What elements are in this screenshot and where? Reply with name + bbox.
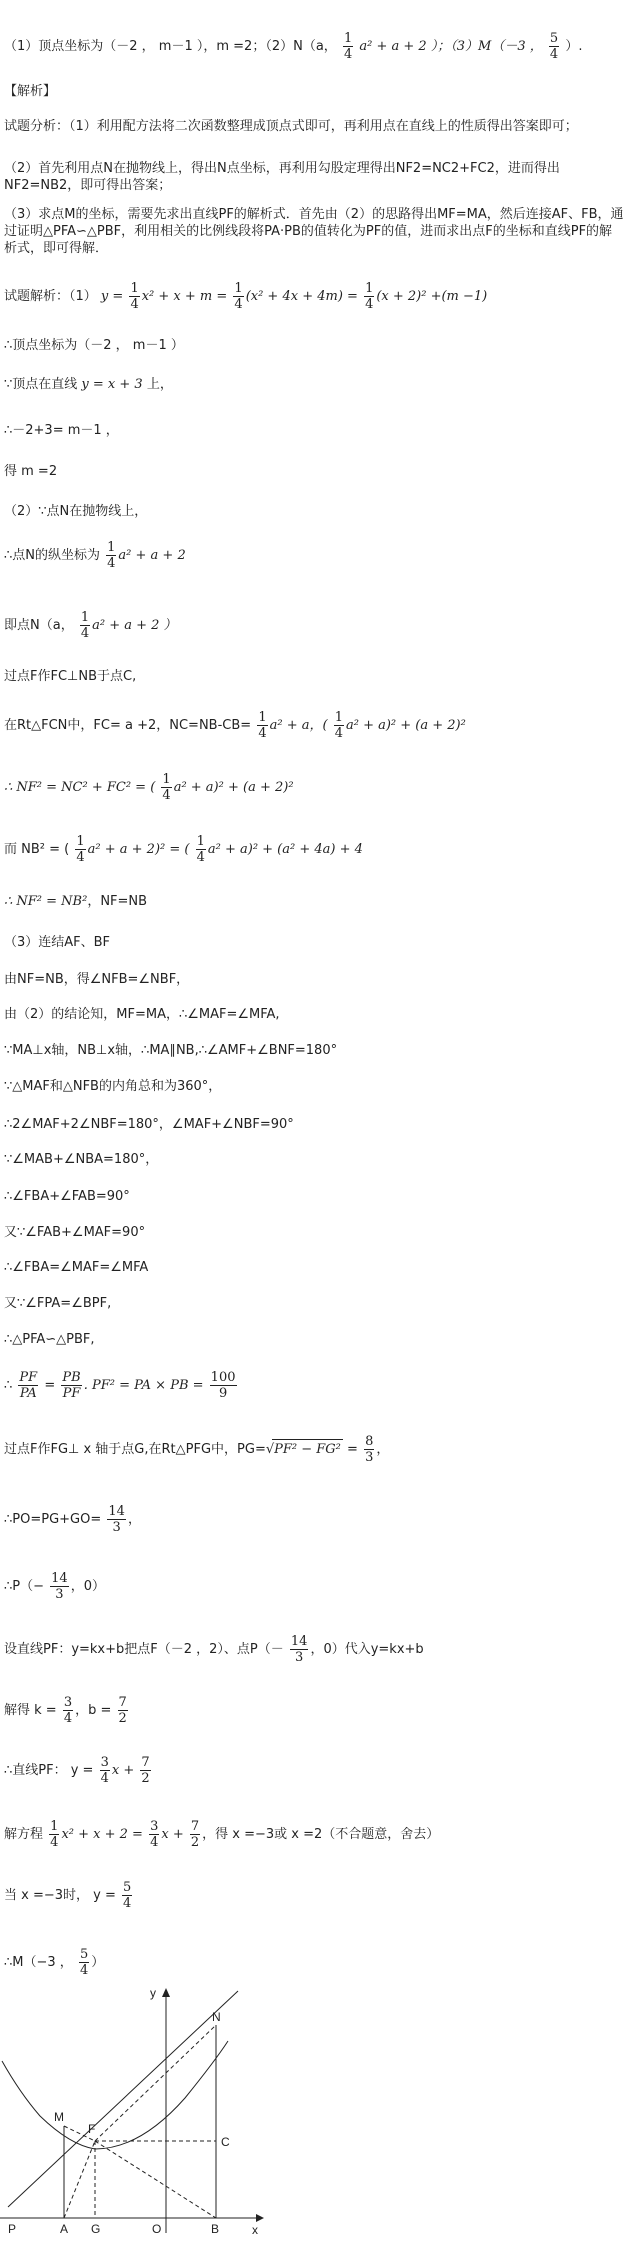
solution-32: ∴直线PF： y = $\frac{3}{4}$ x + $\frac{7}{2}$ <box>4 1755 150 1786</box>
solution-2: ∴顶点坐标为（－2 ， m－1 ） <box>4 338 184 353</box>
label-p: P <box>8 2222 17 2236</box>
solution-26: ∴ $\frac{PF}{PA}$ = $\frac{PB}{PF}$ . PF² = PA × PB = $\frac{100}{9}$ <box>4 1370 236 1401</box>
solution-10: 在Rt△FCN中，FC= a +2，NC=NB-CB= $\frac{1}{4}$ a² + a，( $\frac{1}{4}$ a² + a)² + (a + 2)² <box>4 710 466 741</box>
solution-14: （3）连结AF、BF <box>4 935 111 950</box>
solution-33: 解方程 $\frac{1}{4}$ x² + x + 2 = $\frac{3}{4}$ x + $\frac{7}{2}$ ，得 x =−3或 x =2（不合题意，舍去） <box>4 1819 440 1850</box>
solution-6: （2）∵点N在抛物线上， <box>4 504 148 519</box>
answer-part-2: a² + a + 2 ）；（3）M（－3 ， <box>359 39 543 54</box>
solution-25: ∴△PFA∽△PBF, <box>4 1332 95 1347</box>
solution-17: ∵MA⊥x轴，NB⊥x轴，∴MA∥NB,∴∠AMF+∠BNF=180° <box>4 1043 338 1058</box>
fraction-3-4: $\frac{3}{4}$ <box>63 1695 73 1726</box>
solution-4: ∴－2+3= m－1 ， <box>4 423 119 438</box>
solution-29: ∴P（− $\frac{14}{3}$ ，0） <box>4 1571 105 1602</box>
solution-20: ∵∠MAB+∠NBA=180°， <box>4 1152 159 1167</box>
fraction-1-4: $\frac{1}{4}$ <box>196 834 205 865</box>
solution-7: ∴点N的纵坐标为 $\frac{1}{4}$ a² + a + 2 <box>4 540 186 571</box>
solution-5: 得 m =2 <box>4 464 58 479</box>
fraction-1-4: $\frac{1}{4}$ <box>258 710 267 741</box>
analysis-2: （2）首先利用点N在抛物线上，得出N点坐标，再利用勾股定理得出NF2=NC2+FC2，进而得出NF2=NB2，即可得出答案； <box>4 161 560 193</box>
label-n: N <box>212 2010 221 2024</box>
fraction-14-3: $\frac{14}{3}$ <box>51 1571 68 1602</box>
fraction-1-4: $\frac{1}{4}$ <box>343 31 353 62</box>
segment-fn <box>95 2025 216 2141</box>
label-a: A <box>60 2222 69 2236</box>
solution-35: ∴M（−3 ， $\frac{5}{4}$ ） <box>4 1947 105 1978</box>
answer-line <box>4 31 624 62</box>
fraction-100-9: $\frac{100}{9}$ <box>210 1370 236 1401</box>
fraction-1-4: $\frac{1}{4}$ <box>365 281 374 312</box>
fraction-7-2: $\frac{7}{2}$ <box>118 1695 127 1726</box>
solution-30: 设直线PF：y=kx+b把点F（－2 ，2）、点P（－ $\frac{14}{3}$ ，0）代入y=kx+b <box>4 1634 424 1665</box>
solution-1: 试题解析：（1） y = $\frac{1}{4}$ x² + x + m = $\frac{1}{4}$ (x² + 4x + 4m) = $\frac{1}{4}$ (x + 2)² +(m −1) <box>4 281 488 312</box>
label-f: F <box>88 2122 96 2136</box>
fraction-1-4: $\frac{1}{4}$ <box>334 710 343 741</box>
label-c: C <box>221 2135 230 2149</box>
geometry-diagram <box>0 1983 270 2245</box>
fraction-7-2: $\frac{7}{2}$ <box>141 1755 150 1786</box>
solution-16: 由（2）的结论知，MF=MA，∴∠MAF=∠MFA, <box>4 1007 280 1022</box>
fraction-pf-pa: $\frac{PF}{PA}$ <box>19 1370 38 1401</box>
solution-24: 又∵∠FPA=∠BPF, <box>4 1296 112 1311</box>
solution-27: 过点F作FG⊥ x 轴于点G,在Rt△PFG中，PG=√PF² − FG² = $\frac{8}{3}$ ， <box>4 1434 390 1465</box>
segment-af <box>64 2141 95 2218</box>
label-b: B <box>211 2222 220 2236</box>
solution-21: ∴∠FBA+∠FAB=90° <box>4 1189 130 1204</box>
fraction-3-4: $\frac{3}{4}$ <box>150 1819 159 1850</box>
answer-part-3: ）. <box>565 39 583 54</box>
solution-34: 当 x =−3时， y = $\frac{5}{4}$ <box>4 1880 132 1911</box>
fraction-7-2: $\frac{7}{2}$ <box>190 1819 200 1850</box>
fraction-1-4: $\frac{1}{4}$ <box>130 281 139 312</box>
fraction-1-4: $\frac{1}{4}$ <box>162 772 171 803</box>
label-m: M <box>54 2110 64 2124</box>
y-axis-arrow <box>162 1988 170 1997</box>
section-heading: 【解析】 <box>4 84 57 99</box>
label-x: x <box>252 2223 258 2237</box>
fraction-1-4: $\frac{1}{4}$ <box>50 1819 59 1850</box>
answer-part-1: （1）顶点坐标为（－2 ， m－1 ），m =2；（2）N（a， <box>4 39 337 54</box>
fraction-pb-pf: $\frac{PB}{PF}$ <box>62 1370 81 1401</box>
x-axis-arrow <box>256 2214 264 2222</box>
fraction-14-3: $\frac{14}{3}$ <box>290 1634 308 1665</box>
solution-18: ∵△MAF和△NFB的内角总和为360°， <box>4 1079 222 1094</box>
fraction-14-3: $\frac{14}{3}$ <box>108 1504 125 1535</box>
label-g: G <box>91 2222 101 2236</box>
fraction-1-4: $\frac{1}{4}$ <box>76 834 85 865</box>
solution-11: ∴ NF² = NC² + FC² = ( $\frac{1}{4}$ a² + a)² + (a + 2)² <box>4 772 294 803</box>
solution-15: 由NF=NB，得∠NFB=∠NBF， <box>4 972 190 987</box>
solution-3: ∵顶点在直线 y = x + 3 上， <box>4 377 173 392</box>
solution-19: ∴2∠MAF+2∠NBF=180°，∠MAF+∠NBF=90° <box>4 1117 294 1132</box>
fraction-3-4: $\frac{3}{4}$ <box>100 1755 109 1786</box>
solution-8: 即点N（a， $\frac{1}{4}$ a² + a + 2 ） <box>4 610 177 641</box>
solution-28: ∴PO=PG+GO= $\frac{14}{3}$ ， <box>4 1504 141 1535</box>
fraction-1-4: $\frac{1}{4}$ <box>234 281 243 312</box>
solution-22: 又∵∠FAB+∠MAF=90° <box>4 1225 146 1240</box>
solution-9: 过点F作FC⊥NB于点C, <box>4 669 137 684</box>
label-o: O <box>152 2222 162 2236</box>
analysis-1: 试题分析：（1）利用配方法将二次函数整理成顶点式即可，再利用点在直线上的性质得出答案即可； <box>4 119 578 134</box>
line-pf <box>8 1991 238 2207</box>
solution-23: ∴∠FBA=∠MAF=∠MFA <box>4 1260 149 1275</box>
segment-fb <box>95 2141 216 2218</box>
solution-31: 解得 k = $\frac{3}{4}$ ，b = $\frac{7}{2}$ <box>4 1695 127 1726</box>
fraction-5-4: $\frac{5}{4}$ <box>549 31 559 62</box>
fraction-8-3: $\frac{8}{3}$ <box>365 1434 374 1465</box>
parabola-curve <box>2 2041 228 2149</box>
solution-13: ∴ NF² = NB²，NF=NB <box>4 894 148 909</box>
fraction-1-4: $\frac{1}{4}$ <box>107 540 116 571</box>
analysis-3: （3）求点M的坐标，需要先求出直线PF的解析式．首先由（2）的思路得出MF=MA，然后连接AF、FB，通过证明△PFA∽△PBF，利用相关的比例线段将PA·PB的值转化为PF的值，进而求出点F的坐标和直线PF的解析式，即可得解． <box>4 207 624 256</box>
label-y: y <box>150 1986 156 2000</box>
fraction-5-4: $\frac{5}{4}$ <box>123 1880 132 1911</box>
fraction-1-4: $\frac{1}{4}$ <box>80 610 90 641</box>
solution-12: 而 NB² = ( $\frac{1}{4}$ a² + a + 2)² = ( $\frac{1}{4}$ a² + a)² + (a² + 4a) + 4 <box>4 834 363 865</box>
fraction-5-4: $\frac{5}{4}$ <box>79 1947 89 1978</box>
